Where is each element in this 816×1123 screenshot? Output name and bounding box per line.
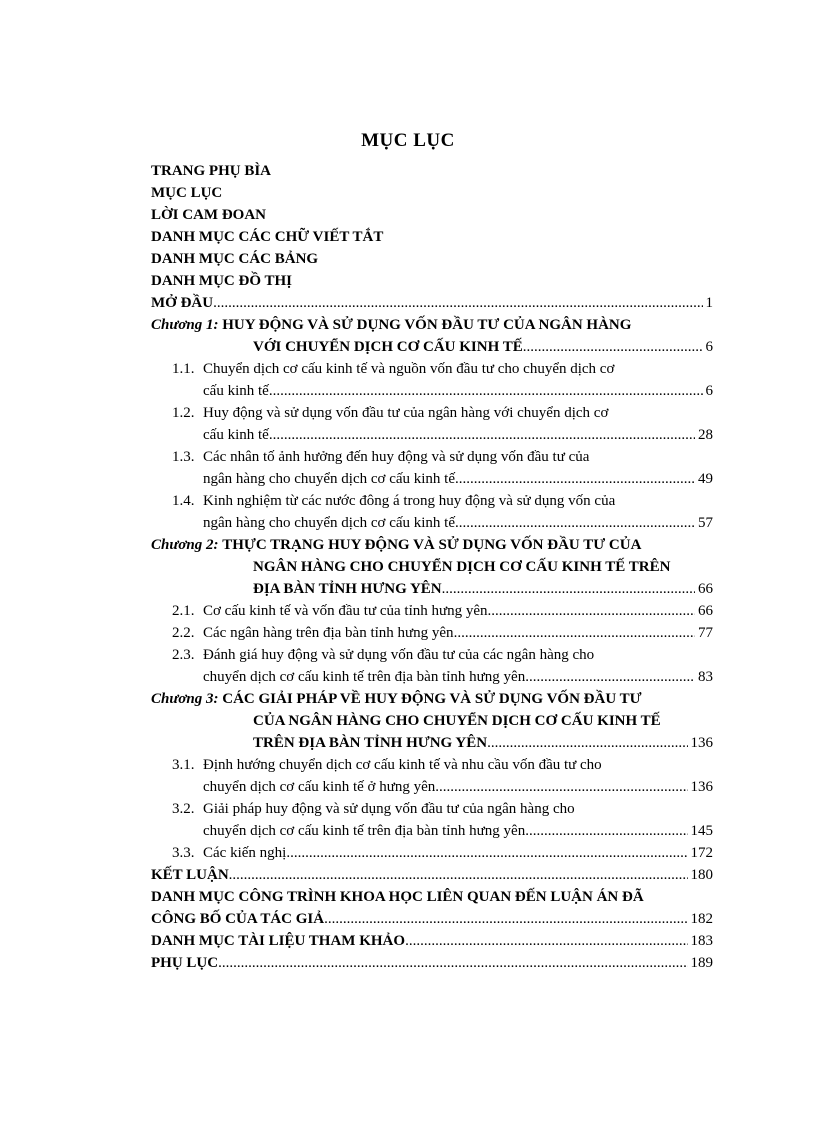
entry-title: PHỤ LỤC — [151, 955, 219, 971]
page-number: 77 — [698, 625, 713, 641]
page-number: 28 — [698, 427, 713, 443]
section-number: 2.3. — [172, 647, 195, 663]
toc-chapter-2-heading — [151, 534, 713, 556]
section-title: Huy động và sử dụng vốn đầu tư của ngân hàng với chuyển dịch cơ — [203, 405, 609, 421]
dot-leader — [454, 622, 695, 644]
dot-leader — [435, 776, 687, 798]
section-title: Cơ cấu kinh tế và vốn đầu tư của tỉnh hưng yên. — [203, 603, 492, 619]
dot-leader — [491, 600, 695, 622]
entry-title: MỞ ĐẦU — [151, 295, 214, 311]
section-title-cont: cấu kinh tế — [203, 383, 269, 399]
section-title-cont: ngân hàng cho chuyển dịch cơ cấu kinh tế — [203, 471, 456, 487]
section-title: Các kiến nghị — [203, 845, 287, 861]
toc-entry-tables: DANH MỤC CÁC BẢNG — [151, 251, 319, 267]
page-number: 57 — [698, 515, 713, 531]
page-number: 66 — [698, 581, 713, 597]
toc-entry-references — [151, 930, 713, 952]
toc-entry-conclusion — [151, 864, 713, 886]
toc-section-2-2 — [151, 622, 713, 644]
dot-leader — [218, 952, 687, 974]
page-number: 1 — [705, 295, 713, 311]
dot-leader — [269, 424, 695, 446]
section-number: 3.3. — [172, 845, 195, 861]
entry-title: DANH MỤC TÀI LIỆU THAM KHẢO — [151, 933, 406, 949]
entry-title: KẾT LUẬN — [151, 867, 229, 883]
toc-entry-contents: MỤC LỤC — [151, 185, 223, 201]
toc-section-2-3 — [151, 644, 713, 666]
toc-chapter-2-title-end — [151, 578, 713, 600]
page-title: MỤC LỤC — [361, 130, 455, 151]
dot-leader — [525, 820, 687, 842]
page-number: 180 — [690, 867, 713, 883]
toc-entry-appendix — [151, 952, 713, 974]
toc-section-3-1-end — [151, 776, 713, 798]
toc-section-3-1 — [151, 754, 713, 776]
section-title-cont: chuyển dịch cơ cấu kinh tế trên địa bàn tỉnh hưng yên — [203, 823, 526, 839]
toc-section-1-1 — [151, 358, 713, 380]
toc-section-2-3-end — [151, 666, 713, 688]
section-title: Định hướng chuyển dịch cơ cấu kinh tế và nhu cầu vốn đầu tư cho — [203, 757, 602, 773]
section-number: 3.2. — [172, 801, 195, 817]
toc-section-1-3 — [151, 446, 713, 468]
toc-entry-abbreviations: DANH MỤC CÁC CHỮ VIẾT TẮT — [151, 229, 384, 245]
toc-section-1-3-end — [151, 468, 713, 490]
section-title: Chuyển dịch cơ cấu kinh tế và nguồn vốn đầu tư cho chuyển dịch cơ — [203, 361, 615, 377]
section-title: Đánh giá huy động và sử dụng vốn đầu tư của các ngân hàng cho — [203, 647, 595, 663]
page-number: 189 — [690, 955, 713, 971]
dot-leader — [269, 380, 703, 402]
section-number: 1.4. — [172, 493, 195, 509]
section-title-cont: chuyển dịch cơ cấu kinh tế ở hưng yên — [203, 779, 436, 795]
page-number: 6 — [705, 383, 713, 399]
entry-title-cont: CÔNG BỐ CỦA TÁC GIẢ — [151, 911, 325, 927]
toc-section-2-1 — [151, 600, 713, 622]
chapter-label: Chương 3: — [151, 691, 219, 707]
section-title: Kinh nghiệm từ các nước đông á trong huy động và sử dụng vốn của — [203, 493, 616, 509]
toc-entry-introduction — [151, 292, 713, 314]
section-number: 1.2. — [172, 405, 195, 421]
dot-leader — [455, 468, 695, 490]
chapter-title-cont: TRÊN ĐỊA BÀN TỈNH HƯNG YÊN — [253, 735, 488, 751]
toc-chapter-3-heading — [151, 688, 713, 710]
chapter-title-cont: VỚI CHUYỂN DỊCH CƠ CẤU KINH TẾ — [253, 339, 523, 355]
page-number: 172 — [690, 845, 713, 861]
chapter-title: HUY ĐỘNG VÀ SỬ DỤNG VỐN ĐẦU TƯ CỦA NGÂN HÀNG — [222, 317, 632, 333]
toc-section-1-2-end — [151, 424, 713, 446]
toc-chapter-1-title-end — [151, 336, 713, 358]
chapter-title: CÁC GIẢI PHÁP VỀ HUY ĐỘNG VÀ SỬ DỤNG VỐN ĐẦU TƯ — [222, 691, 642, 707]
chapter-label: Chương 2: — [151, 537, 219, 553]
toc-section-1-1-end — [151, 380, 713, 402]
toc-chapter-3-title-end — [151, 732, 713, 754]
section-title: Giải pháp huy động và sử dụng vốn đầu tư của ngân hàng cho — [203, 801, 575, 817]
dot-leader — [213, 292, 702, 314]
page-number: 49 — [698, 471, 713, 487]
chapter-title-cont: ĐỊA BÀN TỈNH HƯNG YÊN — [253, 581, 442, 597]
toc-entry-publications-end — [151, 908, 713, 930]
page-number: 66 — [698, 603, 713, 619]
dot-leader — [442, 578, 695, 600]
dot-leader — [455, 512, 695, 534]
chapter-label: Chương 1: — [151, 317, 219, 333]
section-number: 1.3. — [172, 449, 195, 465]
dot-leader — [525, 666, 695, 688]
section-title: Các ngân hàng trên địa bàn tỉnh hưng yên — [203, 625, 454, 641]
page-number: 183 — [690, 933, 713, 949]
section-title-cont: ngân hàng cho chuyển dịch cơ cấu kinh tế — [203, 515, 456, 531]
toc-entry-publications: DANH MỤC CÔNG TRÌNH KHOA HỌC LIÊN QUAN ĐẾN LUẬN ÁN ĐÃ — [151, 889, 644, 905]
page-number: 145 — [690, 823, 713, 839]
toc-entry-cover: TRANG PHỤ BÌA — [151, 163, 272, 179]
page-number: 136 — [690, 779, 713, 795]
toc-section-1-2 — [151, 402, 713, 424]
toc-chapter-3-title-cont: CỦA NGÂN HÀNG CHO CHUYỂN DỊCH CƠ CẤU KINH TẾ — [253, 713, 661, 729]
toc-entry-declaration: LỜI CAM ĐOAN — [151, 207, 266, 223]
page-number: 182 — [690, 911, 713, 927]
dot-leader — [405, 930, 687, 952]
section-number: 2.1. — [172, 603, 195, 619]
dot-leader — [324, 908, 687, 930]
toc-section-3-2 — [151, 798, 713, 820]
dot-leader — [487, 732, 687, 754]
toc-section-1-4 — [151, 490, 713, 512]
section-title: Các nhân tố ảnh hưởng đến huy động và sử dụng vốn đầu tư của — [203, 449, 590, 465]
dot-leader — [286, 842, 687, 864]
toc-section-3-2-end — [151, 820, 713, 842]
dot-leader — [523, 336, 703, 358]
toc-chapter-1-heading — [151, 314, 713, 336]
toc-entry-graphs: DANH MỤC ĐỒ THỊ — [151, 273, 292, 289]
chapter-title: THỰC TRẠNG HUY ĐỘNG VÀ SỬ DỤNG VỐN ĐẦU TƯ CỦA — [222, 537, 642, 553]
table-of-contents — [151, 160, 713, 974]
page-number: 136 — [690, 735, 713, 751]
toc-section-3-3 — [151, 842, 713, 864]
section-number: 2.2. — [172, 625, 195, 641]
toc-section-1-4-end — [151, 512, 713, 534]
section-title-cont: cấu kinh tế — [203, 427, 269, 443]
section-number: 3.1. — [172, 757, 195, 773]
section-title-cont: chuyển dịch cơ cấu kinh tế trên địa bàn tỉnh hưng yên — [203, 669, 526, 685]
toc-chapter-2-title-cont: NGÂN HÀNG CHO CHUYỂN DỊCH CƠ CẤU KINH TẾ TRÊN — [253, 559, 671, 575]
dot-leader — [229, 864, 688, 886]
page-number: 6 — [705, 339, 713, 355]
section-number: 1.1. — [172, 361, 195, 377]
page-number: 83 — [698, 669, 713, 685]
